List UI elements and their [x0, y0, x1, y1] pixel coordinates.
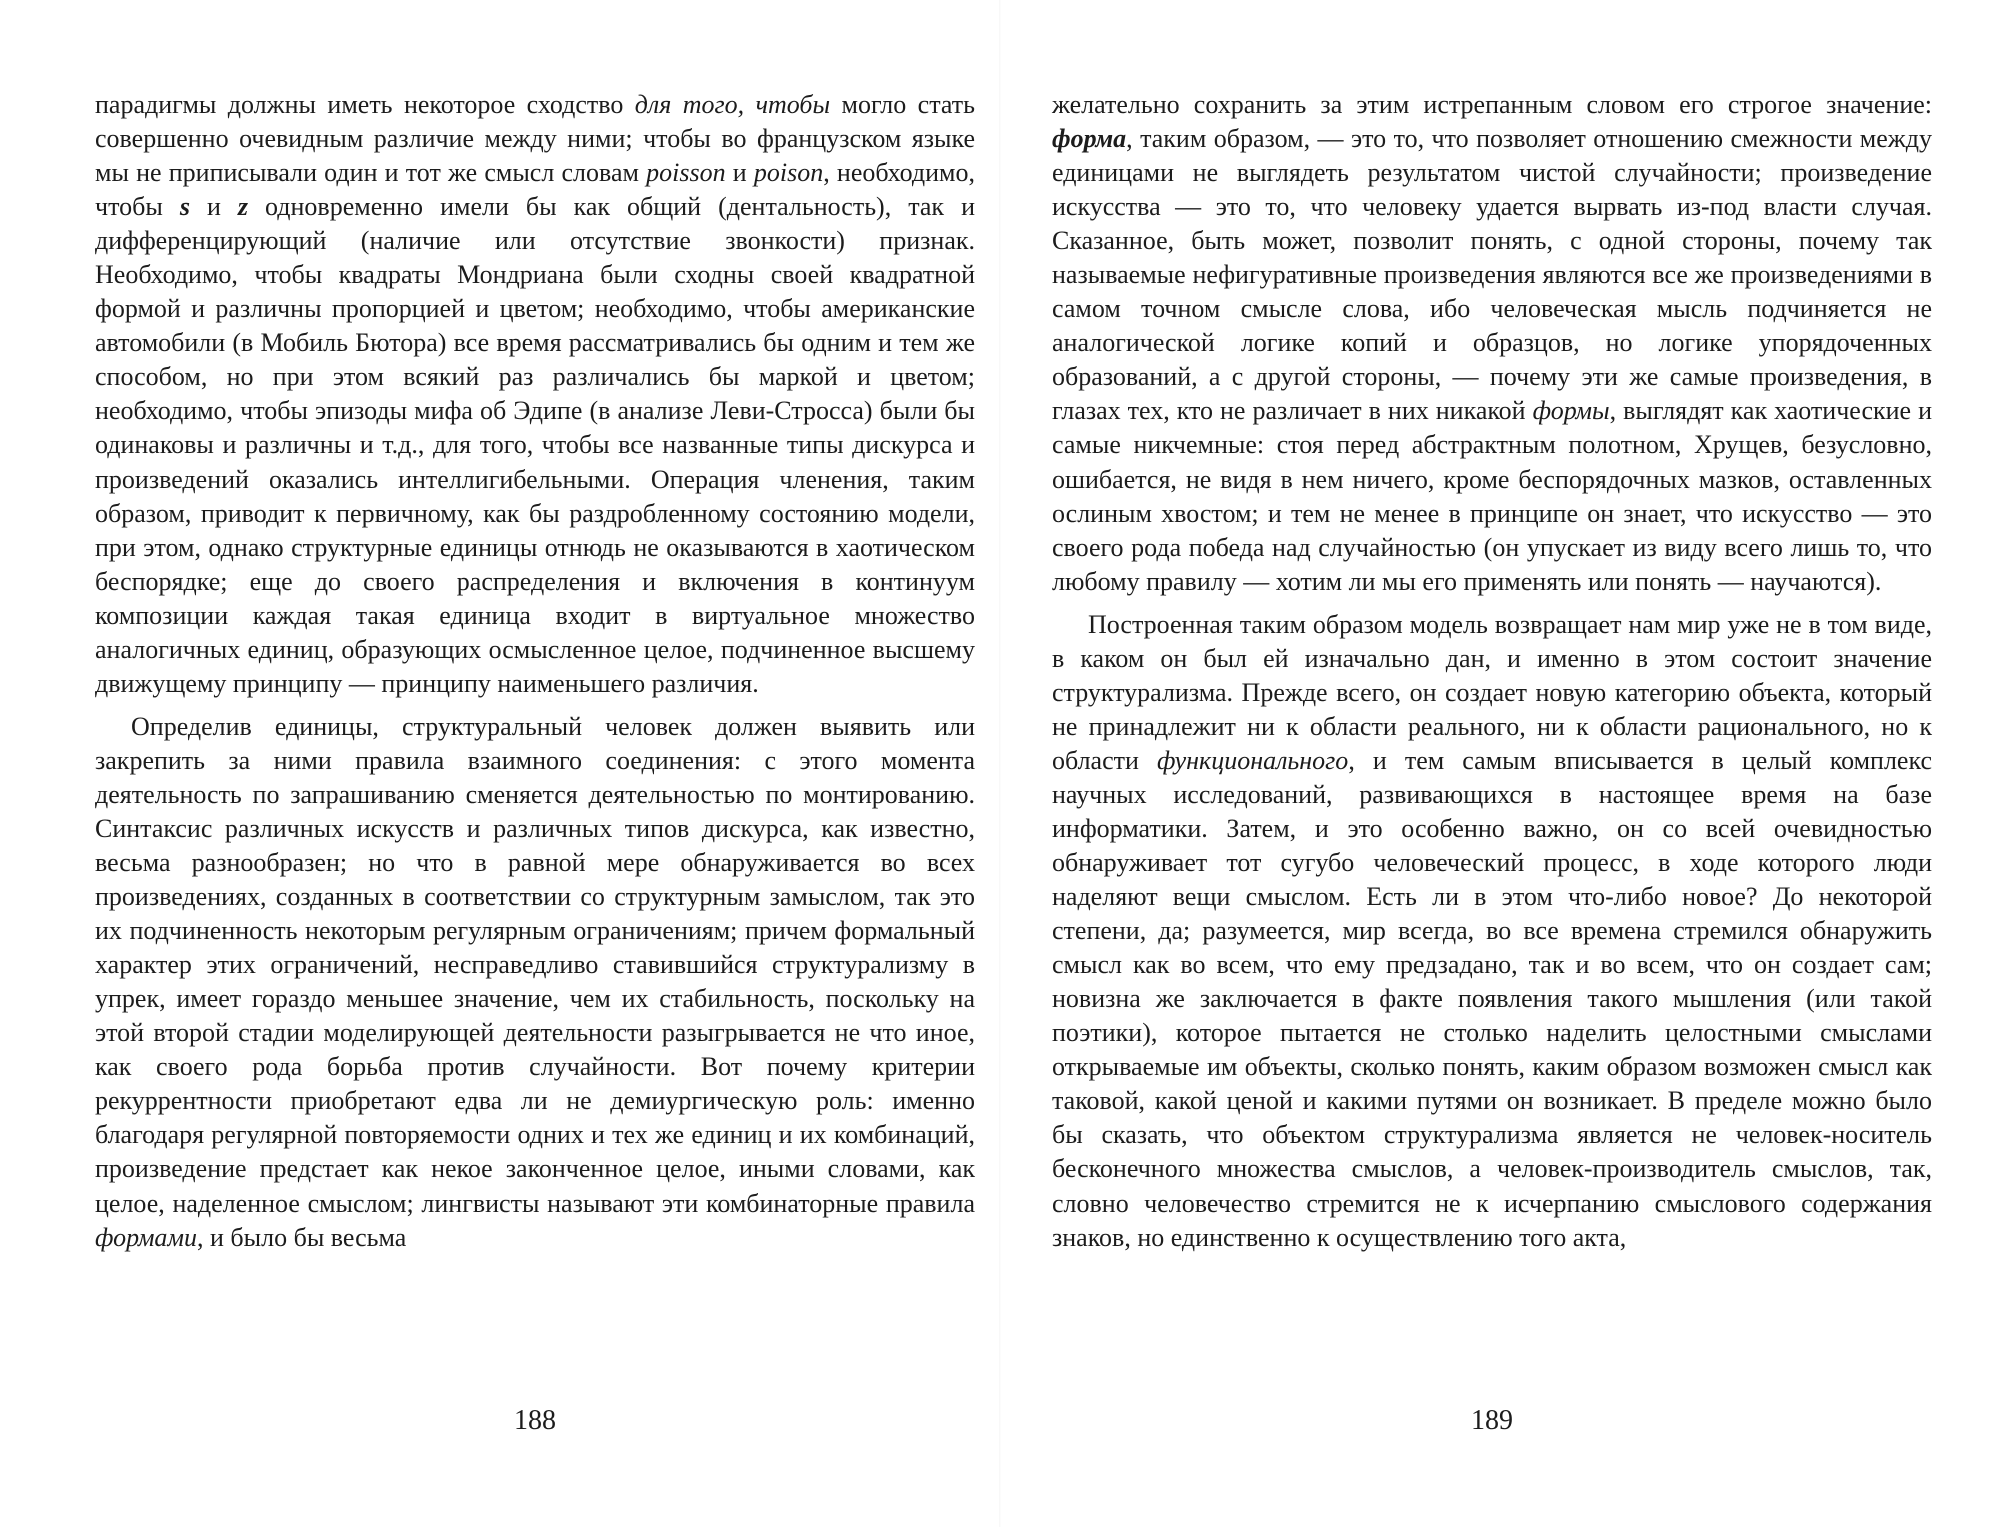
- italic-run: для того, чтобы: [634, 90, 831, 119]
- italic-run: формы: [1532, 396, 1610, 426]
- right-page: [1052, 88, 1932, 1436]
- right-page-text: [1052, 88, 1932, 1255]
- left-page: [95, 88, 975, 1436]
- italic-run: функционального: [1157, 745, 1349, 775]
- bold-italic-run: z: [237, 192, 249, 222]
- text-run: могло стать совершенно очевидным различие между ними; чтобы во французском языке мы не приписывали один и тот же смысл словам: [95, 90, 975, 188]
- italic-run: poisson: [646, 158, 726, 188]
- left-page-text: [95, 88, 975, 1255]
- page-number-right: 189: [1471, 1405, 1513, 1436]
- text-run: Построенная таким образом модель возвращает нам мир уже не в том виде, в каком он был ей изначально дан, и именно в этом состоит значение структурализма. Прежде всего, он создает новую категорию объекта, который не принадлежит ни к области реального, ни к области рационального, но к области: [1052, 609, 1932, 775]
- text-run: Определив единицы, структуральный человек должен выявить или закрепить за ними правила взаимного соединения: с этого момента деятельность по запрашиванию сменяется деятельностью по монтированию. Синтаксис различных искусств и различных типов дискурса, как известно, весьма разнообразен; но что в равной мере обнаруживается во всех произведениях, созданных в соответствии со структурным замыслом, так это их подчиненность некоторым регулярным ограничениям; причем формальный характер этих ограничений, несправедливо ставившийся структурализму в упрек, имеет гораздо меньшее значение, чем их стабильность, поскольку на этой второй стадии моделирующей деятельности разыгрывается не что иное, как своего рода борьба против случайности. Вот почему критерии рекуррентности приобретают едва ли не демиургическую роль: именно благодаря регулярной повторяемости одних и тех же единиц и их комбинаций, произведение предстает как некое законченное целое, иными словами, как целое, наделенное смыслом; лингвисты называют эти комбинаторные правила: [95, 711, 975, 1218]
- text-run: парадигмы должны иметь некоторое сходство: [95, 90, 635, 119]
- italic-run: poison: [753, 158, 824, 188]
- page-number-left: 188: [514, 1405, 556, 1436]
- text-run: , выглядят как хаотические и самые никчемные: стоя перед абстрактным полотном, Хрущев, безусловно, ошибается, не видя в нем ничего, кроме беспорядочных мазков, оставленных ослиным хвостом; и тем не менее в принципе он знает, что искусство — это своего рода победа над случайностью (он упускает из виду всего лишь то, что любому правилу — хотим ли мы его применять или понять — научаются).: [1052, 396, 1932, 596]
- text-run: , таким образом, — это то, что позволяет отношению смежности между единицами не выглядеть результатом чистой случайности; произведение искусства — это то, что человеку удается вырвать из-под власти случая. Сказанное, быть может, позволит понять, с одной стороны, почему так называемые нефигуративные произведения являются все же произведениями в самом точном смысле слова, ибо человеческая мысль подчиняется не аналогической логике копий и образцов, но логике упорядоченных образований, а с другой стороны, — почему эти же самые произведения, в глазах тех, кто не различает в них никакой: [1052, 124, 1932, 426]
- left-paragraph-2: [95, 710, 975, 1255]
- bold-italic-run: форма: [1052, 124, 1127, 154]
- text-run: и: [189, 192, 238, 222]
- book-gutter: [999, 0, 1001, 1527]
- text-run: , и тем самым вписывается в целый комплекс научных исследований, развивающихся в настоящее время на базе информатики. Затем, и это особенно важно, он со всей очевидностью обнаруживает тот сугубо человеческий процесс, в ходе которого люди наделяют вещи смыслом. Есть ли в этом что-либо новое? До некоторой степени, да; разумеется, мир всегда, во все времена стремился обнаружить смысл как во всем, что ему предзадано, так и во всем, что он создает сам; новизна же заключается в факте появления такого мышления (или такой поэтики), которое пытается не столько наделить целостными смыслами открываемые им объекты, сколько понять, каким образом возможен смысл как таковой, какой ценой и какими путями он возникает. В пределе можно было бы сказать, что объектом структурализма является не человек-носитель бесконечного множества смыслов, а человек-производитель смыслов, так, словно человечество стремится не к исчерпанию смыслового содержания знаков, но единственно к осуществлению того акта,: [1052, 745, 1932, 1252]
- bold-italic-run: s: [179, 192, 190, 222]
- text-run: желательно сохранить за этим истрепанным словом его строгое значение:: [1052, 90, 1932, 119]
- italic-run: формами: [95, 1222, 198, 1252]
- text-run: и: [725, 158, 754, 188]
- text-run: одновременно имели бы как общий (дентальность), так и дифференцирующий (наличие или отсутствие звонкости) признак. Необходимо, чтобы квадраты Мондриана были сходны своей квадратной формой и различны пропорцией и цветом; необходимо, чтобы американские автомобили (в Мобиль Бютора) все время рассматривались бы одним и тем же способом, но при этом всякий раз различались бы маркой и цветом; необходимо, чтобы эпизоды мифа об Эдипе (в анализе Леви-Строcса) были бы одинаковы и различны и т.д., для того, чтобы все названные типы дискурса и произведений оказались интеллигибельными. Операция членения, таким образом, приводит к первичному, как бы раздробленному состоянию модели, при этом, однако структурные единицы отнюдь не оказываются в хаотическом беспорядке; еще до своего распределения и включения в континуум композиции каждая такая единица входит в виртуальное множество аналогичных единиц, образующих осмысленное целое, подчиненное высшему движущему принципу — принципу наименьшего различия.: [95, 192, 975, 698]
- text-run: , и было бы весьма: [197, 1222, 407, 1252]
- right-paragraph-2: [1052, 608, 1932, 1255]
- left-paragraph-1: [95, 88, 975, 701]
- right-paragraph-1: [1052, 88, 1932, 599]
- text-run: , необходимо, чтобы: [95, 158, 975, 222]
